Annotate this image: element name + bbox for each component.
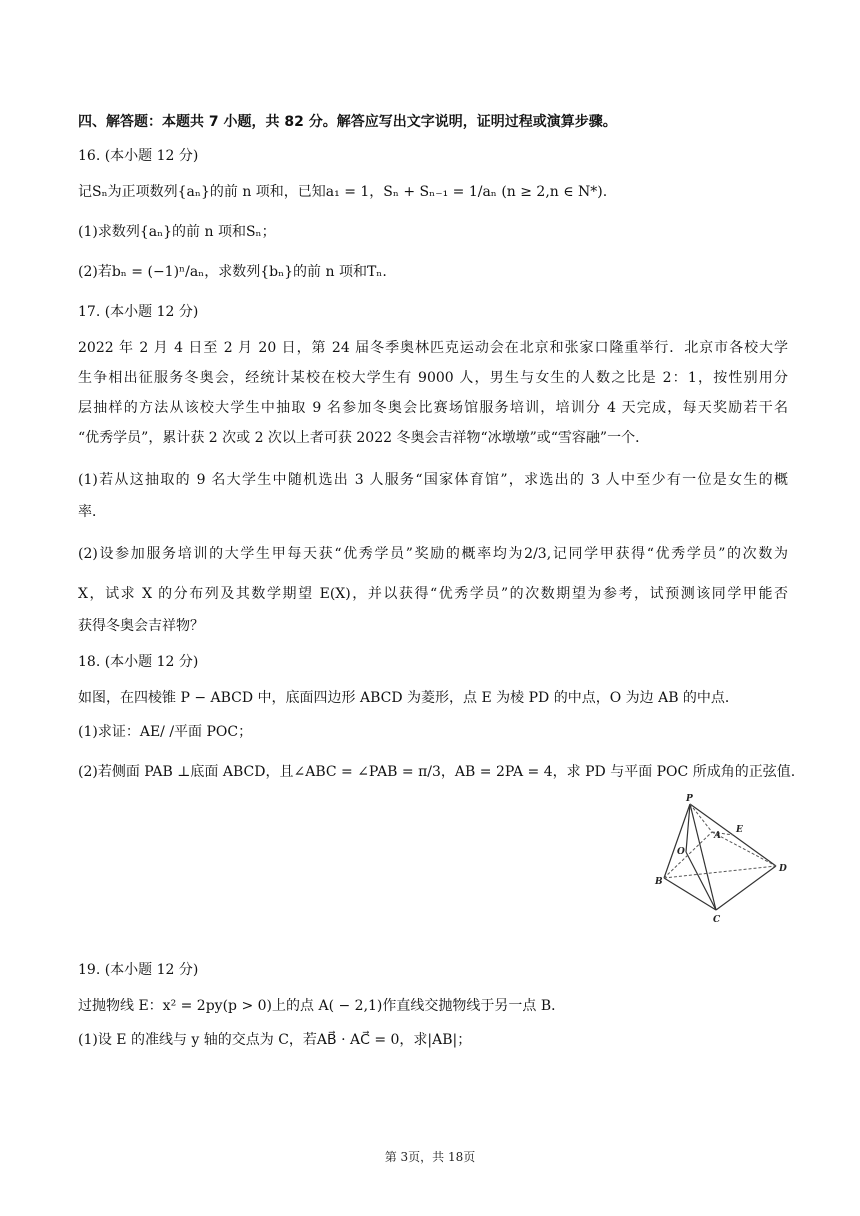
problem-17-line-4: “优秀学员”，累计获 2 次或 2 次以上者可获 2022 冬奥会吉祥物“冰墩墩”或“雪容融”一个．	[78, 430, 650, 446]
problem-16-line-3: (2)若bₙ = (−1)ⁿ/aₙ，求数列{bₙ}的前 n 项和Tₙ.	[78, 264, 387, 280]
problem-17-line-7: (2)设参加服务培训的大学生甲每天获“优秀学员”奖励的概率均为2/3,记同学甲获得“优秀学员”的次数为	[78, 546, 788, 562]
problem-19-line-1: 过抛物线 E：x² = 2py(p > 0)上的点 A( − 2,1)作直线交抛物线于另一点 B．	[78, 998, 566, 1014]
edge-ad	[712, 832, 776, 866]
problem-17-line-8: X，试求 X 的分布列及其数学期望 E(X)，并以获得“优秀学员”的次数期望为参考，试预测该同学甲能否	[78, 586, 788, 602]
label-e: E	[736, 825, 743, 835]
label-a: A	[714, 831, 721, 841]
label-b: B	[655, 877, 663, 887]
problem-16-line-1: 记Sₙ为正项数列{aₙ}的前 n 项和，已知a₁ = 1，Sₙ + Sₙ₋₁ = 1/aₙ (n ≥ 2,n ∈ N*).	[78, 184, 608, 200]
label-c: C	[713, 915, 721, 925]
problem-16-header: 16. (本小题 12 分)	[78, 148, 199, 164]
problem-17-line-2: 生争相出征服务冬奥会，经统计某校在校大学生有 9000 人，男生与女生的人数之比是 2：1，按性别用分	[78, 370, 788, 386]
problem-17-header: 17. (本小题 12 分)	[78, 304, 199, 320]
label-d: D	[779, 864, 787, 874]
problem-17-line-5: (1)若从这抽取的 9 名大学生中随机选出 3 人服务“国家体育馆”，求选出的 3 人中至少有一位是女生的概	[78, 472, 788, 488]
problem-17-line-6: 率．	[78, 504, 106, 520]
problem-18-header: 18. (本小题 12 分)	[78, 654, 199, 670]
edge-cd	[716, 866, 776, 910]
problem-16-line-2: (1)求数列{aₙ}的前 n 项和Sₙ；	[78, 224, 276, 240]
problem-17-line-1: 2022 年 2 月 4 日至 2 月 20 日，第 24 届冬季奥林匹克运动会在北京和张家口隆重举行．北京市各校大学	[78, 340, 788, 356]
edge-pb	[664, 804, 690, 878]
problem-18-line-2: (1)求证：AE/ /平面 POC；	[78, 724, 253, 740]
problem-17-line-3: 层抽样的方法从该校大学生中抽取 9 名参加冬奥会比赛场馆服务培训，培训分 4 天完成，每天奖励若干名	[78, 400, 788, 416]
problem-17-line-9: 获得冬奥会吉祥物？	[78, 618, 204, 634]
problem-18-line-1: 如图，在四棱锥 P − ABCD 中，底面四边形 ABCD 为菱形，点 E 为棱 PD 的中点，O 为边 AB 的中点．	[78, 690, 739, 706]
page-footer: 第 3页，共 18页	[384, 1150, 476, 1164]
problem-18-line-3: (2)若侧面 PAB ⊥底面 ABCD，且∠ABC = ∠PAB = π/3，AB = 2PA = 4，求 PD 与平面 POC 所成角的正弦值.	[78, 764, 796, 780]
edge-bd	[664, 866, 776, 878]
label-p: P	[686, 794, 693, 804]
problem-19-line-2: (1)设 E 的准线与 y 轴的交点为 C，若AB⃗ · AC⃗ = 0，求|AB|；	[78, 1032, 472, 1048]
pyramid-figure	[648, 792, 798, 927]
label-o: O	[677, 847, 685, 857]
section-heading: 四、解答题：本题共 7 小题，共 82 分。解答应写出文字说明，证明过程或演算步骤。	[78, 114, 617, 130]
problem-19-header: 19. (本小题 12 分)	[78, 962, 199, 978]
